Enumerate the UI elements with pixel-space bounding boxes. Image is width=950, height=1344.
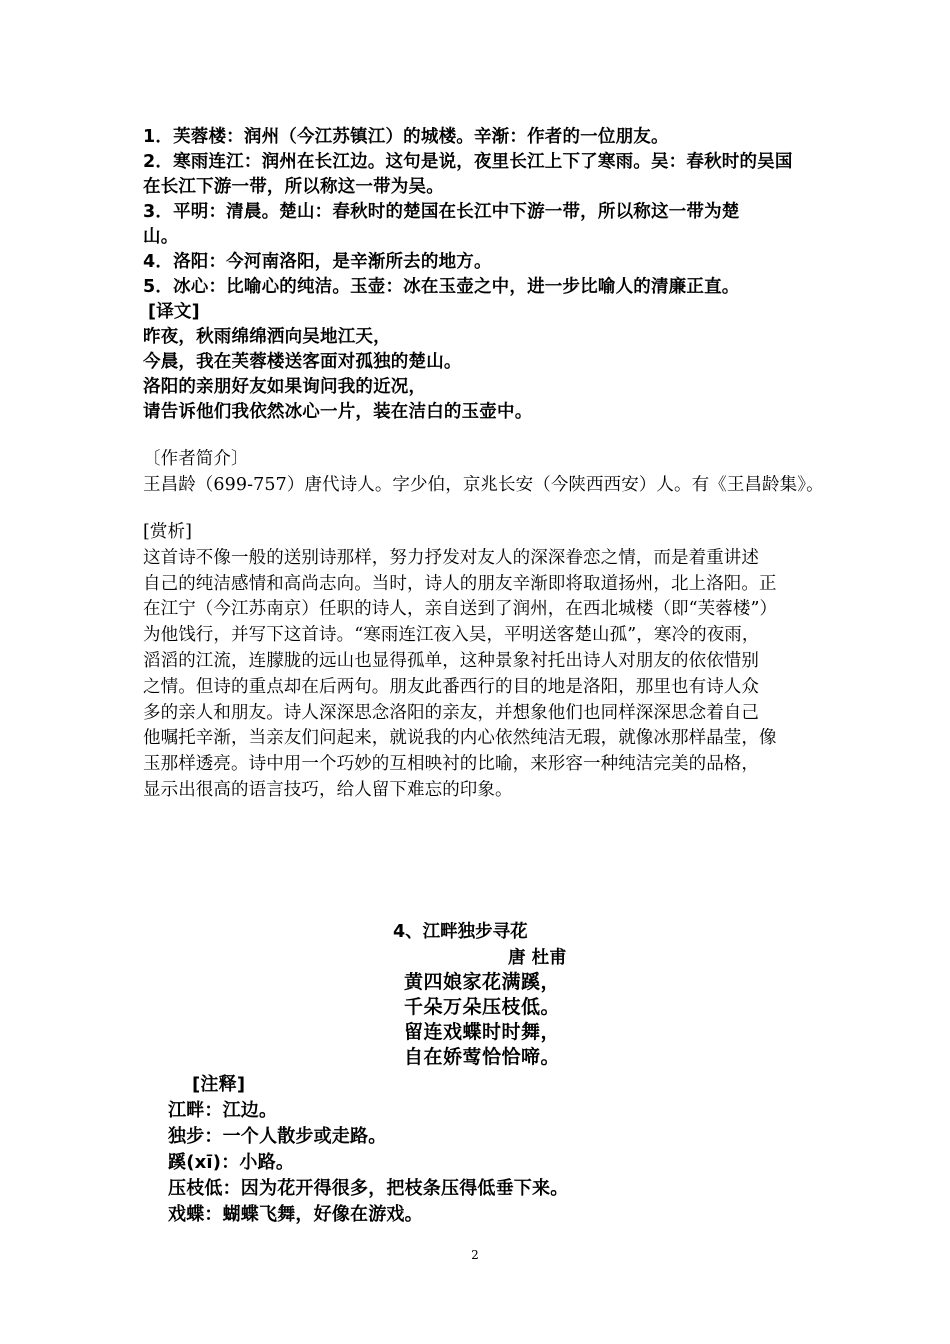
annotation-line: 3．平明：清晨。楚山：春秋时的楚国在长江中下游一带，所以称这一带为楚 bbox=[143, 202, 740, 222]
poem-notes bbox=[168, 1072, 568, 1228]
translation-line: 洛阳的亲朋好友如果询问我的近况， bbox=[143, 377, 427, 397]
analysis-line: 在江宁（今江苏南京）任职的诗人，亲自送到了润州，在西北城楼（即“芙蓉楼”） bbox=[143, 599, 778, 620]
poem-author: 唐 杜甫 bbox=[508, 948, 567, 968]
page-number: 2 bbox=[471, 1248, 479, 1262]
poem-note-line: 江畔：江边。 bbox=[168, 1100, 278, 1121]
author-intro bbox=[143, 447, 824, 499]
analysis-line: 之情。但诗的重点却在后两句。朋友此番西行的目的地是洛阳，那里也有诗人众 bbox=[143, 676, 759, 697]
poem-annotations bbox=[143, 125, 813, 425]
analysis-line: 玉那样透亮。诗中用一个巧妙的互相映衬的比喻，来形容一种纯洁完美的品格， bbox=[143, 754, 759, 775]
analysis-heading: [赏析] bbox=[143, 522, 193, 542]
annotation-line: 2．寒雨连江：润州在长江边。这句是说，夜里长江上下了寒雨。吴：春秋时的吴国 bbox=[143, 152, 793, 172]
annotation-line: 1．芙蓉楼：润州（今江苏镇江）的城楼。辛渐：作者的一位朋友。 bbox=[143, 127, 669, 147]
analysis-line: 他嘱托辛渐，当亲友们问起来，就说我的内心依然纯洁无瑕，就像冰那样晶莹，像 bbox=[143, 728, 777, 749]
poem-body bbox=[404, 970, 560, 1070]
poem-note-line: 压枝低：因为花开得很多，把枝条压得低垂下来。 bbox=[168, 1178, 569, 1199]
annotation-line: 山。 bbox=[143, 227, 179, 247]
analysis bbox=[143, 520, 813, 804]
author-heading: 〔作者简介〕 bbox=[143, 449, 249, 469]
poem-line: 黄四娘家花满蹊， bbox=[404, 971, 561, 993]
annotation-line: 在长江下游一带，所以称这一带为吴。 bbox=[143, 177, 444, 197]
translation-heading: [译文] bbox=[148, 302, 200, 322]
analysis-line: 为他饯行，并写下这首诗。“寒雨连江夜入吴，平明送客楚山孤”，寒冷的夜雨， bbox=[143, 625, 760, 646]
analysis-line: 滔滔的江流，连朦胧的远山也显得孤单，这种景象衬托出诗人对朋友的依依惜别 bbox=[143, 650, 759, 671]
poem-line: 自在娇莺恰恰啼。 bbox=[404, 1046, 561, 1068]
poem-note-line: 蹊(xī)：小路。 bbox=[168, 1152, 295, 1173]
translation-line: 今晨，我在芙蓉楼送客面对孤独的楚山。 bbox=[143, 352, 462, 372]
analysis-line: 多的亲人和朋友。诗人深深思念洛阳的亲友，并想象他们也同样深深思念着自己 bbox=[143, 702, 759, 723]
analysis-line: 自己的纯洁感情和高尚志向。当时，诗人的朋友辛渐即将取道扬州，北上洛阳。正 bbox=[143, 573, 777, 594]
poem-notes-heading: [注释] bbox=[192, 1074, 246, 1095]
analysis-line: 显示出很高的语言技巧，给人留下难忘的印象。 bbox=[143, 779, 513, 800]
annotation-line: 4．洛阳：今河南洛阳，是辛渐所去的地方。 bbox=[143, 252, 492, 272]
poem-line: 千朵万朵压枝低。 bbox=[404, 996, 561, 1018]
author-text: 王昌龄（699-757）唐代诗人。字少伯，京兆长安（今陕西西安）人。有《王昌龄集》。 bbox=[143, 474, 824, 495]
poem-note-line: 独步：一个人散步或走路。 bbox=[168, 1126, 387, 1147]
analysis-line: 这首诗不像一般的送别诗那样，努力抒发对友人的深深眷恋之情，而是着重讲述 bbox=[143, 547, 759, 568]
poem-line: 留连戏蝶时时舞， bbox=[404, 1021, 561, 1043]
annotation-line: 5．冰心：比喻心的纯洁。玉壶：冰在玉壶之中，进一步比喻人的清廉正直。 bbox=[143, 277, 740, 297]
poem-title: 4、江畔独步寻花 bbox=[393, 922, 528, 942]
poem-note-line: 戏蝶：蝴蝶飞舞，好像在游戏。 bbox=[168, 1204, 423, 1225]
translation-line: 昨夜，秋雨绵绵洒向吴地江天， bbox=[143, 327, 391, 347]
translation-line: 请告诉他们我依然冰心一片，装在洁白的玉壶中。 bbox=[143, 402, 533, 422]
